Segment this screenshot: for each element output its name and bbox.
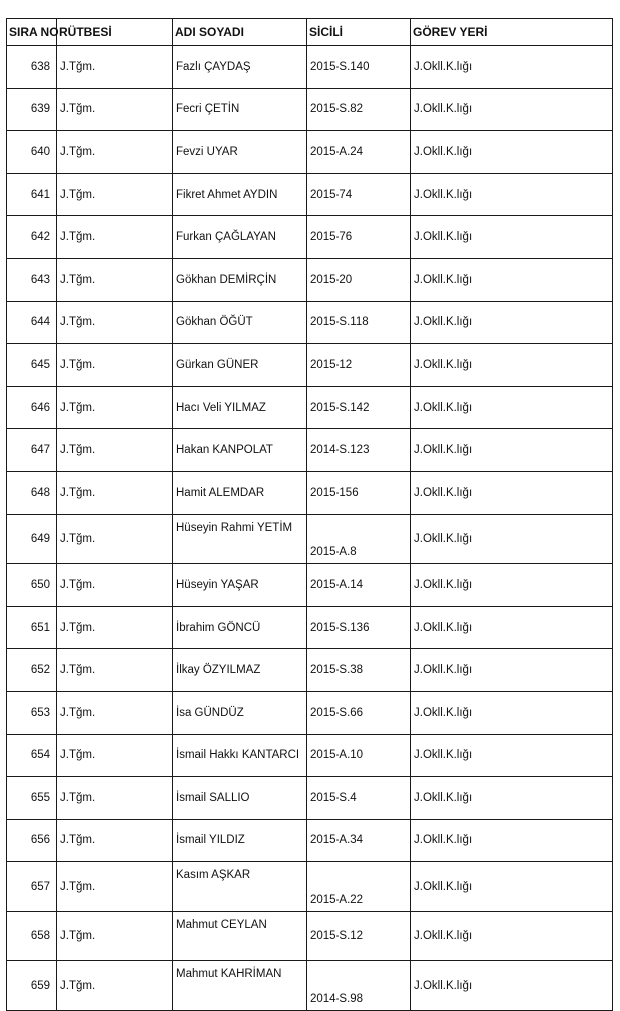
row-rutbe: J.Tğm. [57, 386, 173, 429]
row-rutbe: J.Tğm. [57, 514, 173, 564]
row-gorev-yeri: J.Okll.K.lığı [411, 777, 613, 820]
row-adi-soyadi: Hamit ALEMDAR [173, 471, 307, 514]
row-adi-soyadi: Fevzi UYAR [173, 131, 307, 174]
row-sicil: 2015-A.22 [307, 862, 411, 912]
row-adi-soyadi: Mahmut KAHRİMAN [173, 961, 307, 1011]
row-gorev-yeri: J.Okll.K.lığı [411, 386, 613, 429]
row-adi-soyadi: Hüseyin YAŞAR [173, 564, 307, 607]
table-row [7, 911, 613, 961]
row-sira-no: 651 [7, 606, 57, 649]
row-gorev-yeri: J.Okll.K.lığı [411, 691, 613, 734]
row-sira-no: 647 [7, 429, 57, 472]
table-row [7, 691, 613, 734]
row-adi-soyadi: Fecri ÇETİN [173, 88, 307, 131]
row-sicil: 2014-S.123 [307, 429, 411, 472]
row-gorev-yeri: J.Okll.K.lığı [411, 301, 613, 344]
row-sicil: 2015-A.14 [307, 564, 411, 607]
row-rutbe: J.Tğm. [57, 606, 173, 649]
table-header-row [7, 19, 613, 46]
row-rutbe: J.Tğm. [57, 911, 173, 961]
row-adi-soyadi: Fazlı ÇAYDAŞ [173, 46, 307, 89]
row-rutbe: J.Tğm. [57, 46, 173, 89]
table-row [7, 386, 613, 429]
row-rutbe: J.Tğm. [57, 564, 173, 607]
table-row [7, 471, 613, 514]
row-sicil: 2015-S.82 [307, 88, 411, 131]
table-row [7, 258, 613, 301]
row-sicil: 2015-S.140 [307, 46, 411, 89]
table-row [7, 344, 613, 387]
row-adi-soyadi: Hakan KANPOLAT [173, 429, 307, 472]
row-sira-no: 641 [7, 173, 57, 216]
row-sicil: 2015-76 [307, 216, 411, 259]
table-row [7, 173, 613, 216]
row-sira-no: 658 [7, 911, 57, 961]
row-sira-no: 649 [7, 514, 57, 564]
row-sicil: 2015-A.10 [307, 734, 411, 777]
row-adi-soyadi: İsmail SALLIO [173, 777, 307, 820]
table-row [7, 649, 613, 692]
table-row [7, 429, 613, 472]
row-adi-soyadi: Gökhan DEMİRÇİN [173, 258, 307, 301]
row-gorev-yeri: J.Okll.K.lığı [411, 429, 613, 472]
row-rutbe: J.Tğm. [57, 649, 173, 692]
row-rutbe: J.Tğm. [57, 819, 173, 862]
row-adi-soyadi: İsa GÜNDÜZ [173, 691, 307, 734]
table-row [7, 819, 613, 862]
row-gorev-yeri: J.Okll.K.lığı [411, 46, 613, 89]
row-gorev-yeri: J.Okll.K.lığı [411, 131, 613, 174]
row-adi-soyadi: Hacı Veli YILMAZ [173, 386, 307, 429]
table-row [7, 301, 613, 344]
row-adi-soyadi: Gürkan GÜNER [173, 344, 307, 387]
personnel-list-page [6, 18, 612, 1006]
row-sicil: 2015-S.118 [307, 301, 411, 344]
row-gorev-yeri: J.Okll.K.lığı [411, 564, 613, 607]
table-row [7, 862, 613, 912]
table-row [7, 961, 613, 1011]
table-row [7, 88, 613, 131]
row-gorev-yeri: J.Okll.K.lığı [411, 344, 613, 387]
row-sicil: 2015-A.24 [307, 131, 411, 174]
row-adi-soyadi: Gökhan ÖĞÜT [173, 301, 307, 344]
row-sira-no: 650 [7, 564, 57, 607]
table-row [7, 734, 613, 777]
row-gorev-yeri: J.Okll.K.lığı [411, 471, 613, 514]
row-adi-soyadi: İsmail Hakkı KANTARCI [173, 734, 307, 777]
row-rutbe: J.Tğm. [57, 88, 173, 131]
row-gorev-yeri: J.Okll.K.lığı [411, 862, 613, 912]
row-sira-no: 644 [7, 301, 57, 344]
row-sicil: 2015-12 [307, 344, 411, 387]
personnel-table [6, 18, 613, 1011]
row-sira-no: 639 [7, 88, 57, 131]
table-row [7, 46, 613, 89]
row-rutbe: J.Tğm. [57, 173, 173, 216]
header-sicili: SİCİLİ [307, 19, 411, 46]
row-gorev-yeri: J.Okll.K.lığı [411, 819, 613, 862]
row-sicil: 2015-S.12 [307, 911, 411, 961]
row-rutbe: J.Tğm. [57, 734, 173, 777]
header-rutbesi: RÜTBESİ [57, 19, 173, 46]
row-sicil: 2015-S.4 [307, 777, 411, 820]
row-sicil: 2014-S.98 [307, 961, 411, 1011]
row-sira-no: 646 [7, 386, 57, 429]
row-adi-soyadi: İlkay ÖZYILMAZ [173, 649, 307, 692]
row-gorev-yeri: J.Okll.K.lığı [411, 88, 613, 131]
row-adi-soyadi: İsmail YILDIZ [173, 819, 307, 862]
row-gorev-yeri: J.Okll.K.lığı [411, 734, 613, 777]
row-gorev-yeri: J.Okll.K.lığı [411, 961, 613, 1011]
table-row [7, 777, 613, 820]
row-rutbe: J.Tğm. [57, 471, 173, 514]
row-rutbe: J.Tğm. [57, 258, 173, 301]
row-rutbe: J.Tğm. [57, 691, 173, 734]
row-sicil: 2015-156 [307, 471, 411, 514]
row-gorev-yeri: J.Okll.K.lığı [411, 606, 613, 649]
row-sira-no: 656 [7, 819, 57, 862]
table-row [7, 564, 613, 607]
row-sira-no: 642 [7, 216, 57, 259]
row-gorev-yeri: J.Okll.K.lığı [411, 649, 613, 692]
row-sira-no: 653 [7, 691, 57, 734]
row-gorev-yeri: J.Okll.K.lığı [411, 258, 613, 301]
row-sira-no: 648 [7, 471, 57, 514]
row-gorev-yeri: J.Okll.K.lığı [411, 173, 613, 216]
row-sicil: 2015-S.38 [307, 649, 411, 692]
row-adi-soyadi: Mahmut CEYLAN [173, 911, 307, 961]
row-gorev-yeri: J.Okll.K.lığı [411, 216, 613, 259]
row-rutbe: J.Tğm. [57, 862, 173, 912]
row-sicil: 2015-A.34 [307, 819, 411, 862]
row-sicil: 2015-S.66 [307, 691, 411, 734]
row-rutbe: J.Tğm. [57, 777, 173, 820]
row-sicil: 2015-S.142 [307, 386, 411, 429]
row-adi-soyadi: İbrahim GÖNCÜ [173, 606, 307, 649]
row-gorev-yeri: J.Okll.K.lığı [411, 514, 613, 564]
row-gorev-yeri: J.Okll.K.lığı [411, 911, 613, 961]
row-sicil: 2015-20 [307, 258, 411, 301]
row-adi-soyadi: Hüseyin Rahmi YETİM [173, 514, 307, 564]
header-gorev-yeri: GÖREV YERİ [411, 19, 613, 46]
table-row [7, 216, 613, 259]
row-adi-soyadi: Kasım AŞKAR [173, 862, 307, 912]
row-sira-no: 655 [7, 777, 57, 820]
row-sira-no: 638 [7, 46, 57, 89]
row-rutbe: J.Tğm. [57, 301, 173, 344]
row-rutbe: J.Tğm. [57, 216, 173, 259]
row-sira-no: 640 [7, 131, 57, 174]
row-adi-soyadi: Furkan ÇAĞLAYAN [173, 216, 307, 259]
row-sicil: 2015-A.8 [307, 514, 411, 564]
row-sira-no: 645 [7, 344, 57, 387]
row-rutbe: J.Tğm. [57, 131, 173, 174]
table-body [7, 46, 613, 1011]
header-adi-soyadi: ADI SOYADI [173, 19, 307, 46]
header-sira-no: SIRA NO [7, 19, 57, 46]
row-sicil: 2015-74 [307, 173, 411, 216]
row-sira-no: 657 [7, 862, 57, 912]
row-adi-soyadi: Fikret Ahmet AYDIN [173, 173, 307, 216]
row-rutbe: J.Tğm. [57, 961, 173, 1011]
row-sira-no: 659 [7, 961, 57, 1011]
row-sira-no: 654 [7, 734, 57, 777]
row-sira-no: 643 [7, 258, 57, 301]
table-row [7, 606, 613, 649]
row-rutbe: J.Tğm. [57, 344, 173, 387]
table-row [7, 131, 613, 174]
row-sira-no: 652 [7, 649, 57, 692]
row-sicil: 2015-S.136 [307, 606, 411, 649]
row-rutbe: J.Tğm. [57, 429, 173, 472]
table-row [7, 514, 613, 564]
